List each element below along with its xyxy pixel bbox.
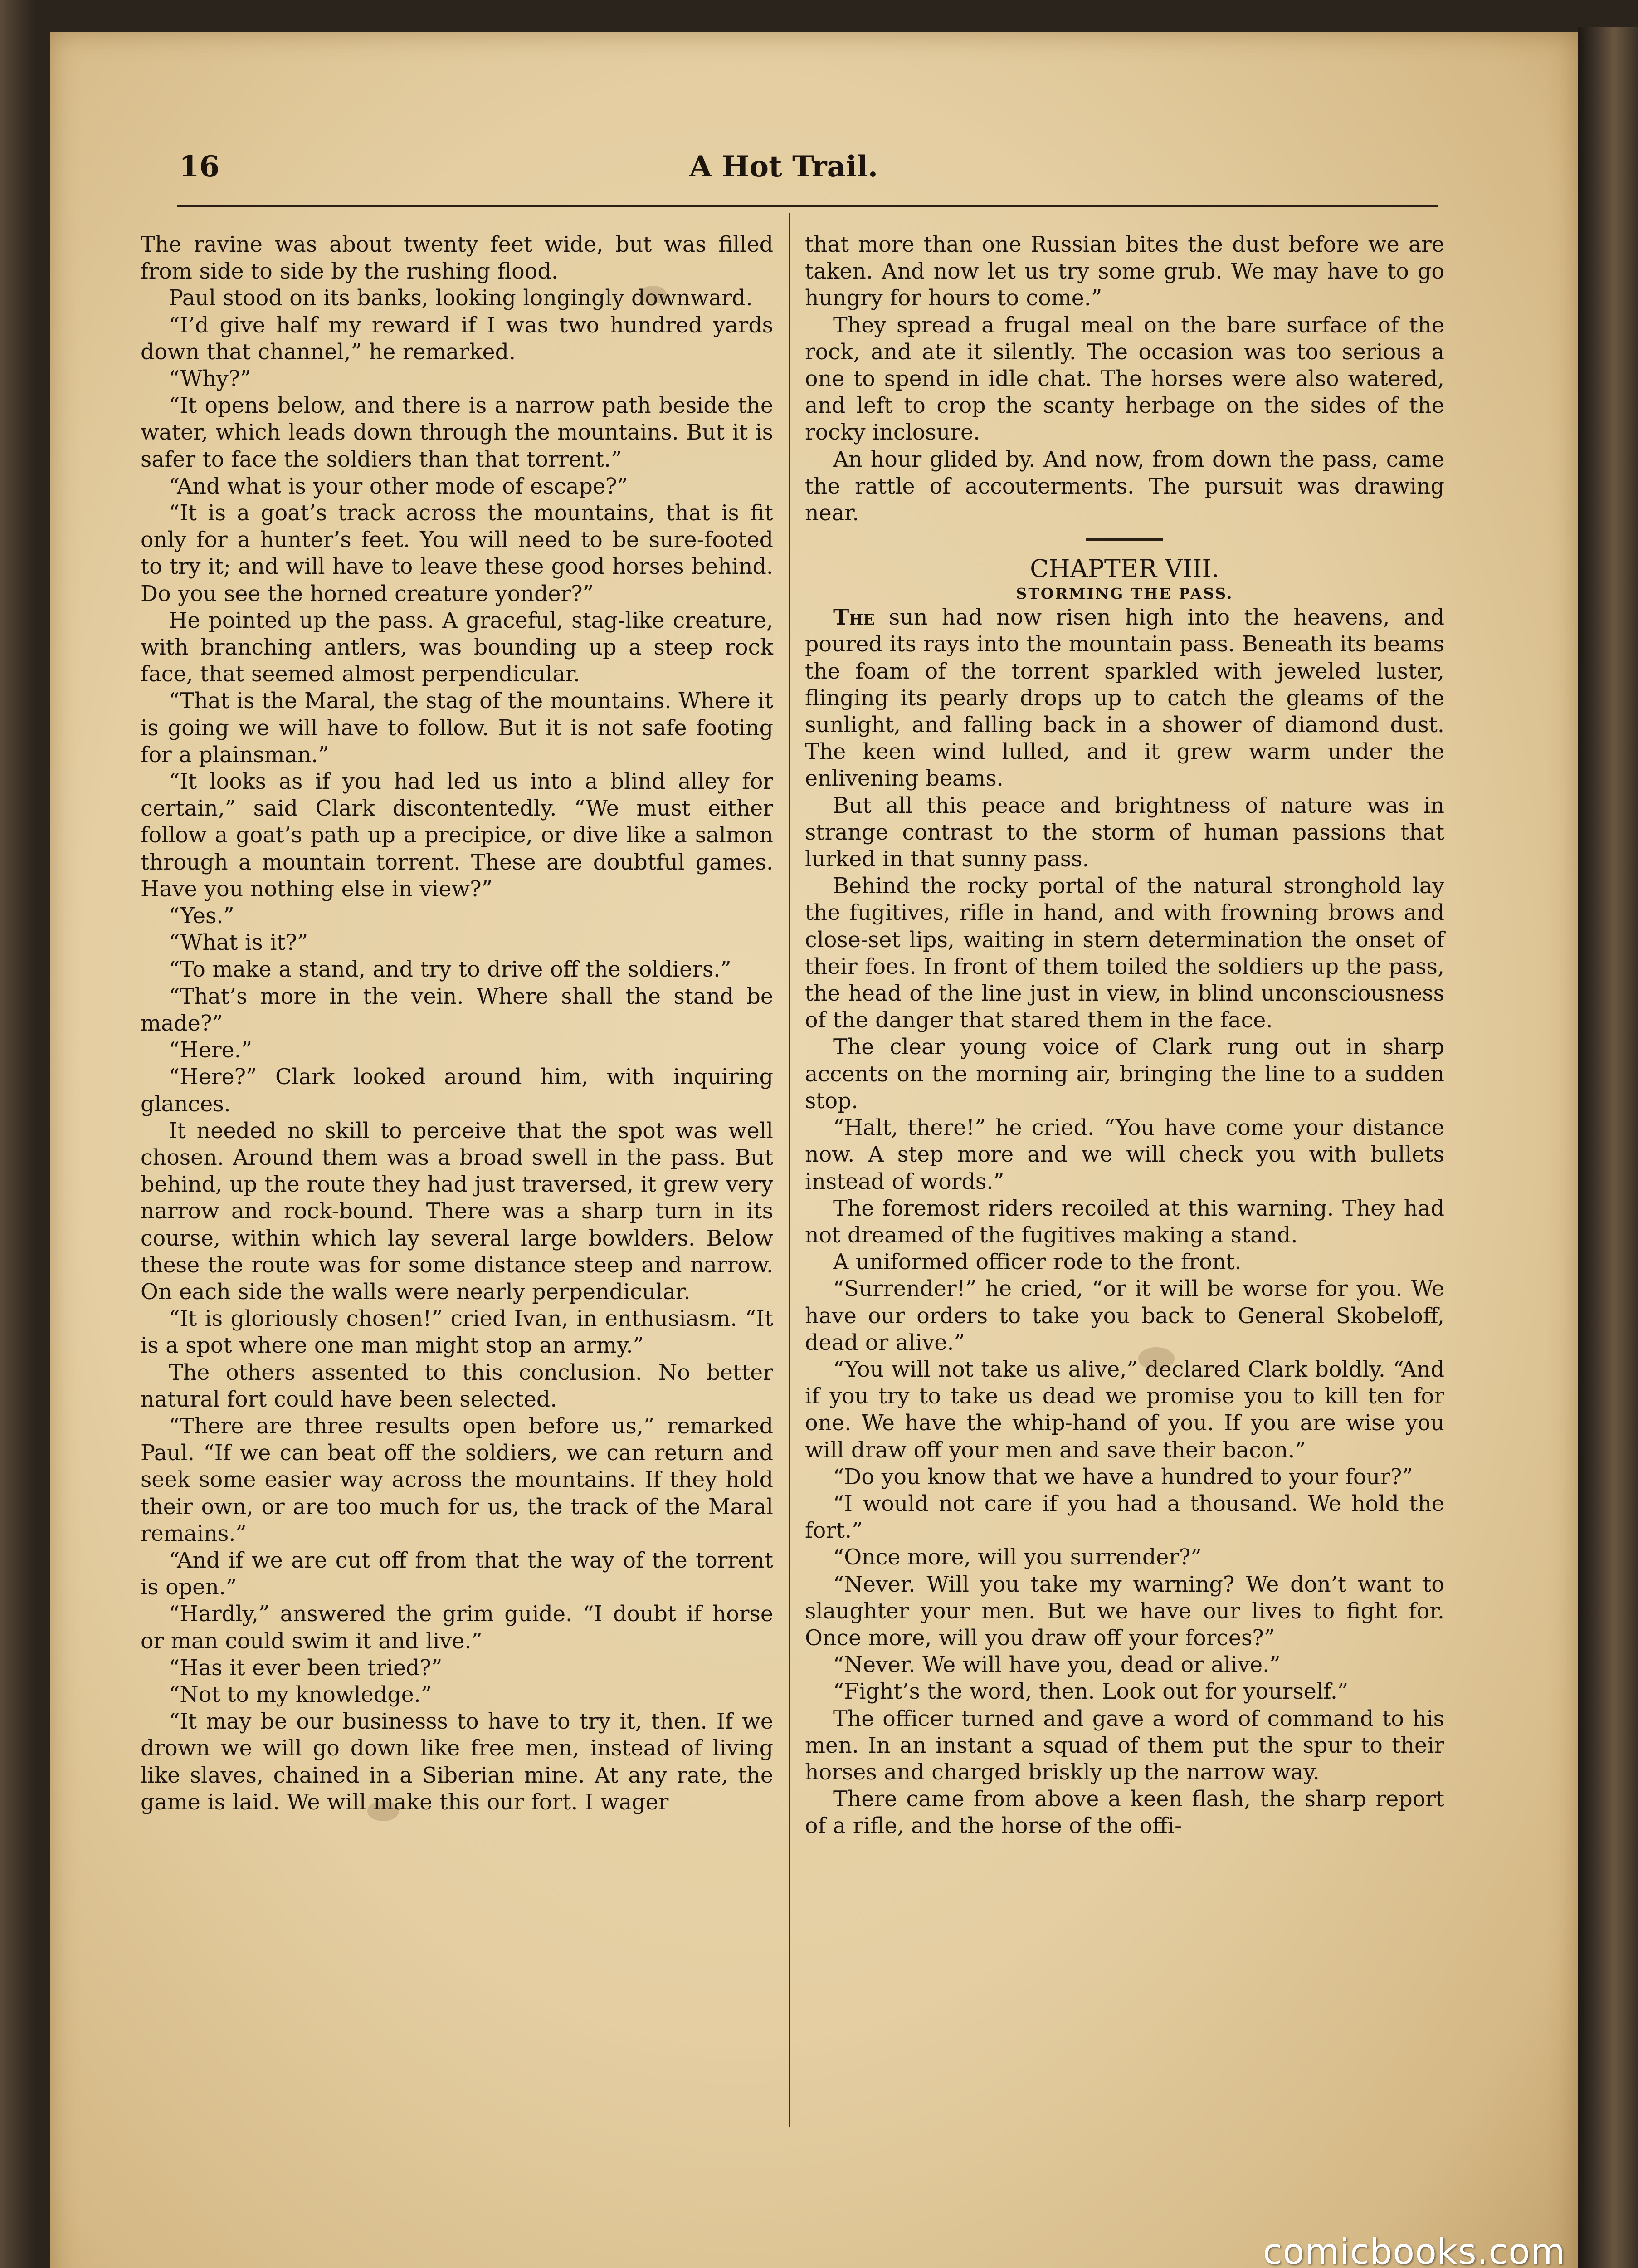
- opening-word: The: [833, 605, 875, 631]
- paragraph: “To make a stand, and try to drive off the soldiers.”: [169, 957, 731, 982]
- paragraph: “There are three results open before us,” remarked Paul. “If we can beat off the soldiers, we can return and seek some easier way across the mountains. If they hold their own, or are too much for us, the track of the Maral remains.”: [141, 1413, 773, 1546]
- paragraph: The clear young voice of Clark rung out in sharp accents on the morning air, bringing the line to a sudden stop.: [805, 1035, 1444, 1114]
- chapter-rule: [1086, 538, 1163, 541]
- right-column: [805, 231, 1444, 1840]
- paragraph: The others assented to this conclusion. No better natural fort could have been selected.: [141, 1360, 773, 1412]
- paragraph: “Has it ever been tried?”: [169, 1655, 443, 1681]
- paragraph: An hour glided by. And now, from down the pass, came the rattle of accouterments. The pursuit was drawing near.: [805, 447, 1444, 526]
- paragraph: “Why?”: [169, 367, 251, 392]
- column-divider: [789, 213, 790, 2127]
- page-number: 16: [179, 150, 220, 184]
- opening-text: sun had now risen high into the heavens, and poured its rays into the mountain pass. Beneath its beams the foam of the torrent sparkled with jeweled luster, flinging its pearly drops up to catch the gleams of the sunlight, and falling back in a shower of diamond dust. The keen wind lulled, and it grew warm under the enlivening beams.: [805, 605, 1444, 792]
- paragraph: They spread a frugal meal on the bare surface of the rock, and ate it silently. The occasion was too serious a one to spend in idle chat. The horses were also watered, and left to crop the scanty herbage on the sides of the rocky inclosure.: [805, 313, 1444, 445]
- paragraph: “It is a goat’s track across the mountains, that is fit only for a hunter’s feet. You will need to be sure-footed to try it; and will have to leave these good horses behind. Do you see the horned creature yonder?”: [141, 501, 773, 606]
- paragraph: “Here?” Clark looked around him, with inquiring glances.: [141, 1065, 773, 1117]
- paragraph: He pointed up the pass. A graceful, stag-like creature, with branching antlers, was bounding up a steep rock face, that seemed almost perpendicular.: [141, 608, 773, 687]
- paragraph: “Surrender!” he cried, “or it will be worse for you. We have our orders to take you back to General Skobeloff, dead or alive.”: [805, 1276, 1444, 1355]
- paragraph: “Not to my knowledge.”: [169, 1682, 432, 1707]
- paragraph: “I would not care if you had a thousand. We hold the fort.”: [805, 1491, 1444, 1544]
- paragraph: “And if we are cut off from that the way of the torrent is open.”: [141, 1548, 773, 1600]
- paragraph: “You will not take us alive,” declared Clark boldly. “And if you try to take us dead we promise you to kill ten for one. We have the whip-hand of you. If you are wise you will draw off your men and save their bacon.”: [805, 1357, 1444, 1463]
- left-column: [141, 231, 773, 1816]
- header-rule: [177, 205, 1438, 207]
- paragraph: “It opens below, and there is a narrow path beside the water, which leads down through the mountains. But it is safer to face the soldiers than that torrent.”: [141, 393, 773, 472]
- paragraph: “That is the Maral, the stag of the mountains. Where it is going we will have to follow. But it is not safe footing for a plainsman.”: [141, 689, 773, 767]
- paragraph: “That’s more in the vein. Where shall the stand be made?”: [141, 984, 773, 1036]
- paragraph: Paul stood on its banks, looking longingly downward.: [169, 286, 753, 311]
- paragraph: “Yes.”: [169, 904, 234, 929]
- paragraph: “I’d give half my reward if I was two hundred yards down that channel,” he remarked.: [141, 313, 773, 365]
- paragraph: “Once more, will you surrender?”: [833, 1545, 1202, 1570]
- paragraph: “It looks as if you had led us into a blind alley for certain,” said Clark discontentedly. “We must either follow a goat’s path up a precipice, or dive like a salmon through a mountain torrent. These are doubtful games. Have you nothing else in view?”: [141, 769, 773, 902]
- paragraph: The ravine was about twenty feet wide, but was filled from side to side by the rushing flood.: [141, 232, 773, 284]
- chapter-opening-paragraph: [805, 604, 1444, 792]
- paragraph: “Do you know that we have a hundred to your four?”: [833, 1464, 1413, 1490]
- paragraph: But all this peace and brightness of nature was in strange contrast to the storm of human passions that lurked in that sunny pass.: [805, 793, 1444, 872]
- paragraph: Behind the rocky portal of the natural stronghold lay the fugitives, rifle in hand, and with frowning brows and close-set lips, waiting in stern determination the onset of their foes. In front of them toiled the soldiers up the pass, the head of the line just in view, in blind unconsciousness of the danger that stared them in the face.: [805, 874, 1444, 1033]
- chapter-title: CHAPTER VIII.: [1030, 554, 1219, 583]
- chapter-subtitle: STORMING THE PASS.: [1016, 585, 1233, 603]
- next-page-edge: [1578, 27, 1638, 2268]
- paragraph: “Fight’s the word, then. Look out for yourself.”: [833, 1679, 1349, 1705]
- paragraph: “Never. Will you take my warning? We don’t want to slaughter your men. But we have our lives to fight for. Once more, will you draw off your forces?”: [805, 1572, 1444, 1651]
- running-title: A Hot Trail.: [689, 150, 878, 184]
- paragraph: “It is gloriously chosen!” cried Ivan, in enthusiasm. “It is a spot where one man might stop an army.”: [141, 1306, 773, 1359]
- paragraph: “Hardly,” answered the grim guide. “I doubt if horse or man could swim it and live.”: [141, 1602, 773, 1654]
- site-watermark: comicbooks.com: [1263, 2232, 1565, 2268]
- paragraph: “And what is your other mode of escape?”: [169, 474, 628, 499]
- paragraph: “It may be our businesss to have to try it, then. If we drown we will go down like free men, instead of living like slaves, chained in a Siberian mine. At any rate, the game is laid. We will make this our fort. I wager: [141, 1709, 773, 1815]
- paragraph: “What is it?”: [169, 930, 308, 956]
- paragraph: “Here.”: [169, 1038, 253, 1063]
- paragraph: The officer turned and gave a word of command to his men. In an instant a squad of them put the spur to their horses and charged briskly up the narrow way.: [805, 1706, 1444, 1785]
- paragraph: “Never. We will have you, dead or alive.”: [833, 1652, 1281, 1678]
- paragraph: The foremost riders recoiled at this warning. They had not dreamed of the fugitives making a stand.: [805, 1196, 1444, 1248]
- paragraph: that more than one Russian bites the dust before we are taken. And now let us try some grub. We may have to go hungry for hours to come.”: [805, 232, 1444, 311]
- paragraph: There came from above a keen flash, the sharp report of a rifle, and the horse of the offi-: [805, 1787, 1444, 1839]
- paragraph: A uniformed officer rode to the front.: [833, 1250, 1242, 1275]
- paragraph: “Halt, there!” he cried. “You have come your distance now. A step more and we will check you with bullets instead of words.”: [805, 1115, 1444, 1194]
- paragraph: It needed no skill to perceive that the spot was well chosen. Around them was a broad swell in the pass. But behind, up the route they had just traversed, it grew very narrow and rock-bound. There was a sharp turn in its course, within which lay several large bowlders. Below these the route was for some distance steep and narrow. On each side the walls were nearly perpendicular.: [141, 1118, 773, 1305]
